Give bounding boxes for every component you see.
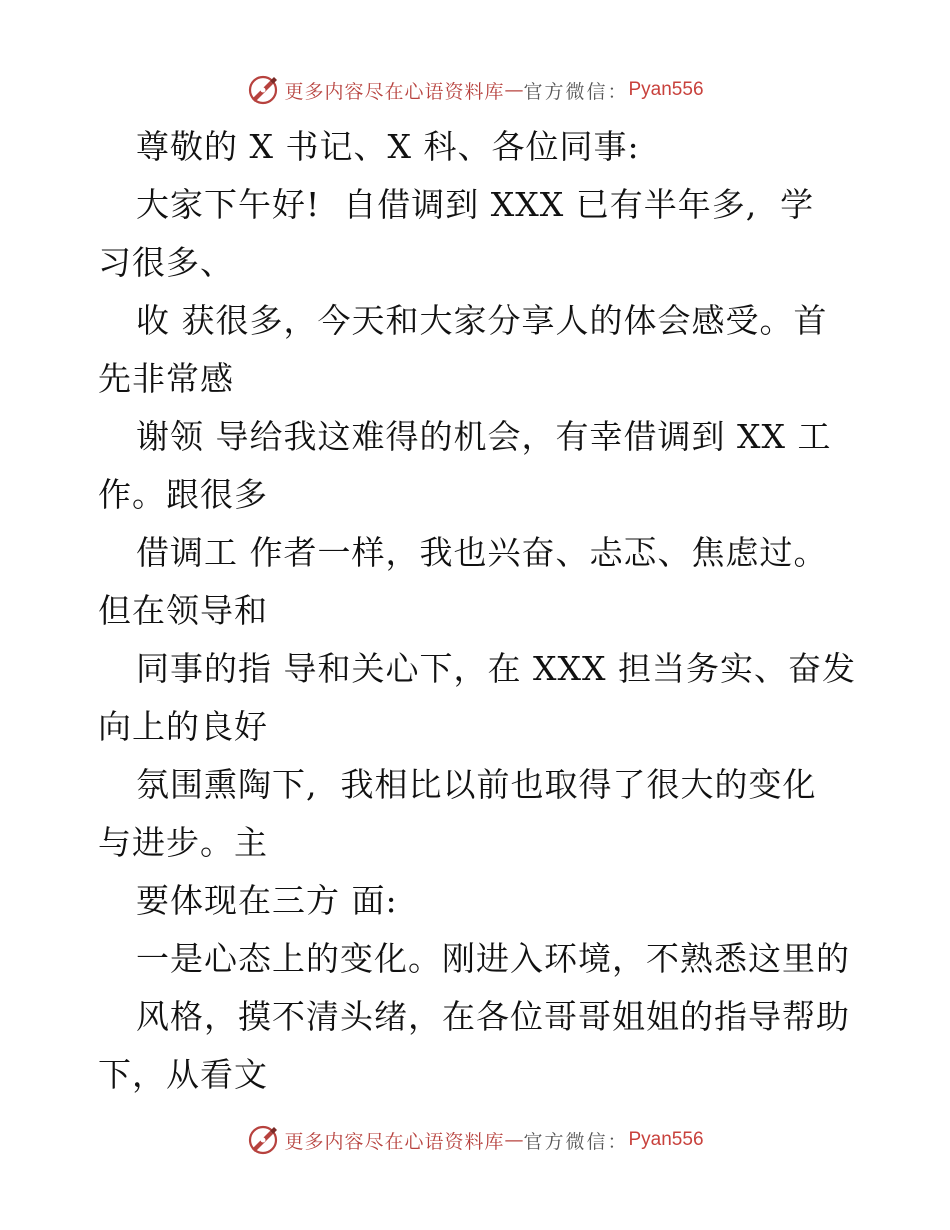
text-line: 下，从看文: [98, 1055, 268, 1094]
banner-wechat-label: 官方微信：: [523, 1130, 629, 1153]
text-line: 习很多、: [98, 243, 234, 282]
banner-wechat-id: Pyan556: [628, 79, 704, 100]
document-body: [98, 118, 858, 1104]
header-banner: [0, 70, 950, 110]
footer-banner: [0, 1120, 950, 1160]
text-line: 大家下午好! 自借调到 XXX 已有半年多, 学: [136, 185, 815, 224]
text-line: 尊敬的 X 书记、X 科、各位同事:: [136, 127, 640, 166]
text-line: 同事的指 导和关心下，在 XXX 担当务实、奋发: [136, 649, 856, 688]
text-line: 作。跟很多: [98, 475, 268, 514]
pen-logo-icon: [246, 1123, 280, 1157]
pen-logo-icon: [246, 73, 280, 107]
text-line: 一是心态上的变化。刚进入环境，不熟悉这里的: [136, 939, 850, 978]
text-line: 氛围熏陶下, 我相比以前也取得了很大的变化: [136, 765, 817, 804]
banner-site-text: 更多内容尽在心语资料库: [284, 1130, 505, 1153]
banner-wechat-label: 官方微信：: [523, 80, 629, 103]
text-line: 借调工 作者一样，我也兴奋、忐忑、焦虑过。: [136, 533, 828, 572]
text-line: 要体现在三方 面:: [136, 881, 398, 920]
text-line: 风格，摸不清头绪，在各位哥哥姐姐的指导帮助: [136, 997, 850, 1036]
text-line: 先非常感: [98, 359, 234, 398]
text-line: 向上的良好: [98, 707, 268, 746]
banner-separator: —: [504, 1129, 524, 1151]
text-line: 谢领 导给我这难得的机会，有幸借调到 XX 工: [136, 417, 832, 456]
text-line: 与进步。主: [98, 823, 268, 862]
text-line: 但在领导和: [98, 591, 268, 630]
banner-separator: —: [504, 79, 524, 101]
text-line: 收 获很多，今天和大家分享人的体会感受。首: [136, 301, 828, 340]
banner-wechat-id: Pyan556: [628, 1129, 704, 1150]
banner-site-text: 更多内容尽在心语资料库: [284, 80, 505, 103]
